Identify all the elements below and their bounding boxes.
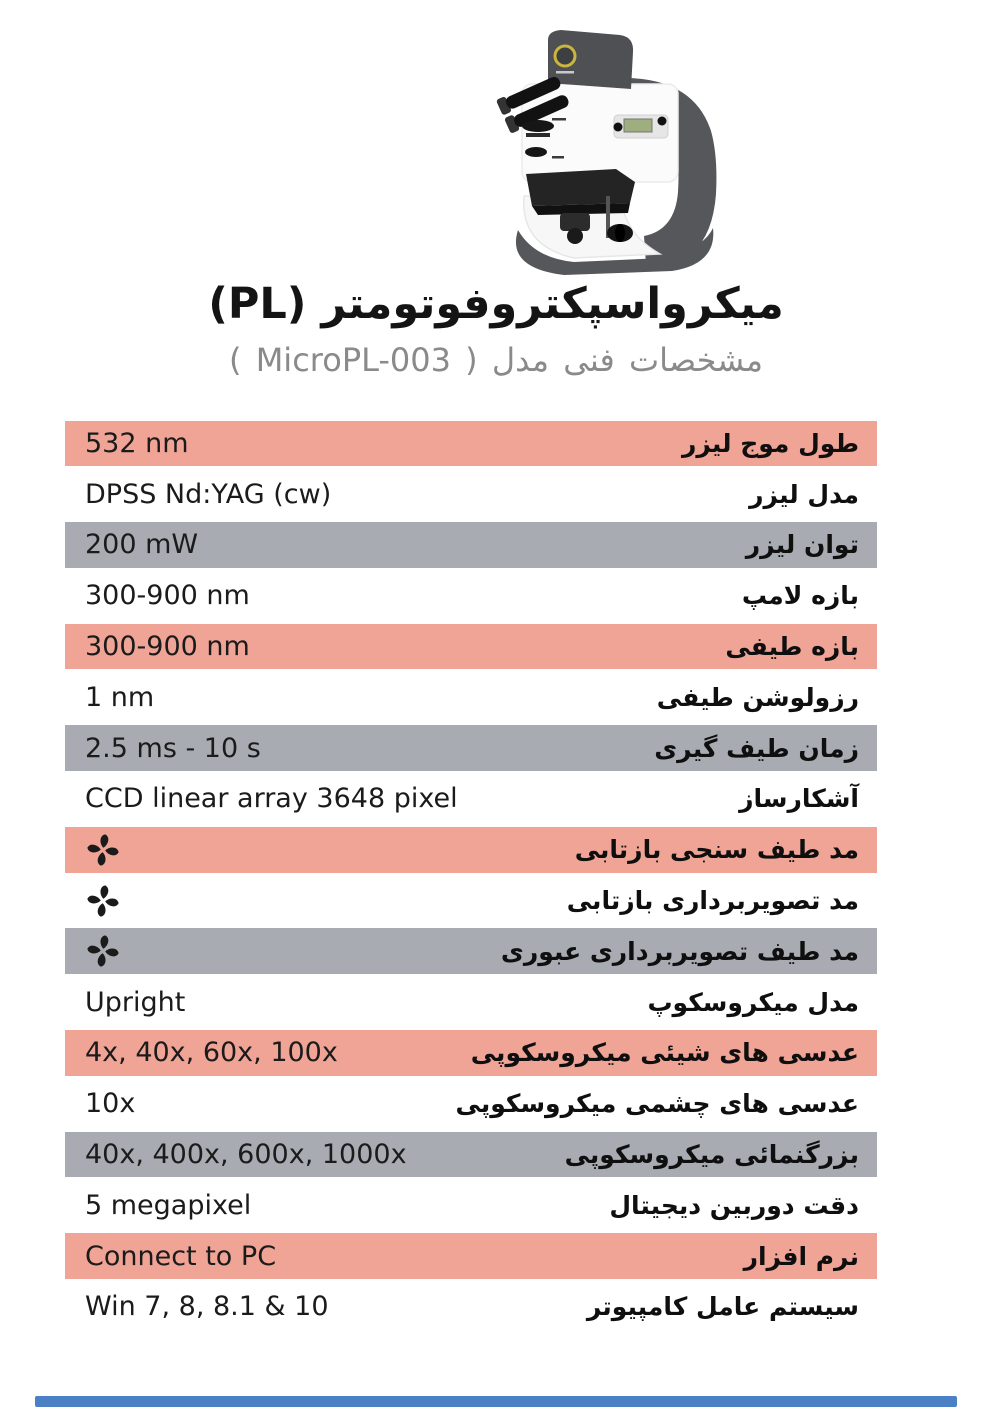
- table-row-band: [65, 674, 877, 720]
- scope-logo: [555, 46, 575, 66]
- table-row-band: [65, 522, 877, 568]
- page-title: میکرواسپکتروفوتومتر (PL): [208, 279, 784, 329]
- table-row-band: [65, 827, 877, 873]
- spec-value: 10x: [85, 1088, 136, 1120]
- table-row: [65, 926, 877, 977]
- footer-accent-bar: [35, 1396, 957, 1407]
- table-row-band: [65, 928, 877, 974]
- spec-label: رزولوشن طیفی: [656, 682, 859, 712]
- four-petal-asterisk-icon: [85, 931, 121, 971]
- table-row: [65, 1180, 877, 1231]
- scope-condenser-knob: [567, 228, 583, 244]
- scope-logo-text: [556, 71, 574, 74]
- table-row-band: [65, 979, 877, 1025]
- spec-label: مدل میکروسکوپ: [647, 987, 859, 1017]
- upright-microscope-illustration: [468, 6, 764, 286]
- table-row: [65, 824, 877, 875]
- spec-label: مد طیف تصویربرداری عبوری: [500, 936, 859, 966]
- spec-label: زمان طیف گیری: [654, 733, 859, 763]
- four-petal-asterisk-icon: [85, 881, 121, 921]
- spec-label: بزرگنمائی میکروسکوپی: [564, 1140, 859, 1170]
- table-row: [65, 774, 877, 825]
- table-row-band: [65, 1132, 877, 1178]
- spec-value: CCD linear array 3648 pixel: [85, 783, 458, 815]
- scope-detail-line2: [552, 156, 564, 159]
- table-row-band: [65, 776, 877, 822]
- spec-value: Win 7, 8, 8.1 & 10: [85, 1291, 329, 1323]
- spec-value: 532 nm: [85, 427, 189, 459]
- table-row: [65, 1231, 877, 1282]
- table-row: [65, 1028, 877, 1079]
- spec-label: سیستم عامل کامپیوتر: [586, 1292, 859, 1322]
- spec-value: 5 megapixel: [85, 1189, 252, 1221]
- table-row: [65, 1078, 877, 1129]
- table-row: [65, 723, 877, 774]
- table-row: [65, 621, 877, 672]
- spec-value: 1 nm: [85, 681, 155, 713]
- table-row: [65, 1129, 877, 1180]
- scope-focus-knob: [522, 120, 554, 132]
- table-row: [65, 469, 877, 520]
- spec-label: مد تصویربرداری بازتابی: [566, 886, 859, 916]
- table-row: [65, 672, 877, 723]
- spec-label: مد طیف سنجی بازتابی: [574, 835, 859, 865]
- table-row-band: [65, 1284, 877, 1330]
- spec-label: مدل لیزر: [749, 479, 859, 509]
- scope-focus-knob-edge: [526, 133, 550, 137]
- spec-label: نرم افزار: [743, 1241, 859, 1271]
- table-row: [65, 1282, 877, 1333]
- table-row: [65, 570, 877, 621]
- spec-value: 300-900 nm: [85, 580, 250, 612]
- table-row-band: [65, 421, 877, 467]
- table-row-band: [65, 1233, 877, 1279]
- spec-value: Connect to PC: [85, 1240, 277, 1272]
- scope-stage-knob-inner: [615, 224, 625, 242]
- spec-label: عدسی های شیئی میکروسکوپی: [470, 1038, 859, 1068]
- table-row-band: [65, 573, 877, 619]
- spec-label: توان لیزر: [745, 530, 859, 560]
- spec-value: 300-900 nm: [85, 631, 250, 663]
- scope-detail-line: [552, 118, 566, 121]
- spec-label: طول موج لیزر: [681, 428, 859, 458]
- table-row: [65, 977, 877, 1028]
- spec-label: بازه طیفی: [725, 632, 859, 662]
- spec-value: DPSS Nd:YAG (cw): [85, 478, 332, 510]
- spec-value: 200 mW: [85, 529, 199, 561]
- spec-value: Upright: [85, 986, 186, 1018]
- spec-label: آشکارساز: [739, 784, 859, 814]
- spec-value: 4x, 40x, 60x, 100x: [85, 1037, 338, 1069]
- table-row: [65, 875, 877, 926]
- scope-lcd-screen: [624, 119, 652, 132]
- spec-label: بازه لامپ: [741, 581, 859, 611]
- table-row-band: [65, 878, 877, 924]
- spec-label: عدسی های چشمی میکروسکوپی: [455, 1089, 859, 1119]
- scope-panel-knob-right: [658, 117, 667, 126]
- spec-table: [65, 418, 877, 1332]
- four-petal-asterisk-icon: [85, 830, 121, 870]
- scope-panel-knob-left: [614, 123, 623, 132]
- table-row-band: [65, 1182, 877, 1228]
- table-row: [65, 520, 877, 571]
- table-row: [65, 418, 877, 469]
- spec-value: 40x, 400x, 600x, 1000x: [85, 1139, 407, 1171]
- table-row-band: [65, 1030, 877, 1076]
- table-row-band: [65, 471, 877, 517]
- scope-fine-knob: [525, 147, 547, 157]
- spec-label: دقت دوربین دیجیتال: [609, 1190, 859, 1220]
- page-subtitle: مشخصات فنی مدل ( MicroPL-003 ): [229, 341, 763, 379]
- scope-stage: [526, 169, 635, 206]
- table-row-band: [65, 1081, 877, 1127]
- table-row-band: [65, 624, 877, 670]
- table-row-band: [65, 725, 877, 771]
- spec-value: 2.5 ms - 10 s: [85, 732, 261, 764]
